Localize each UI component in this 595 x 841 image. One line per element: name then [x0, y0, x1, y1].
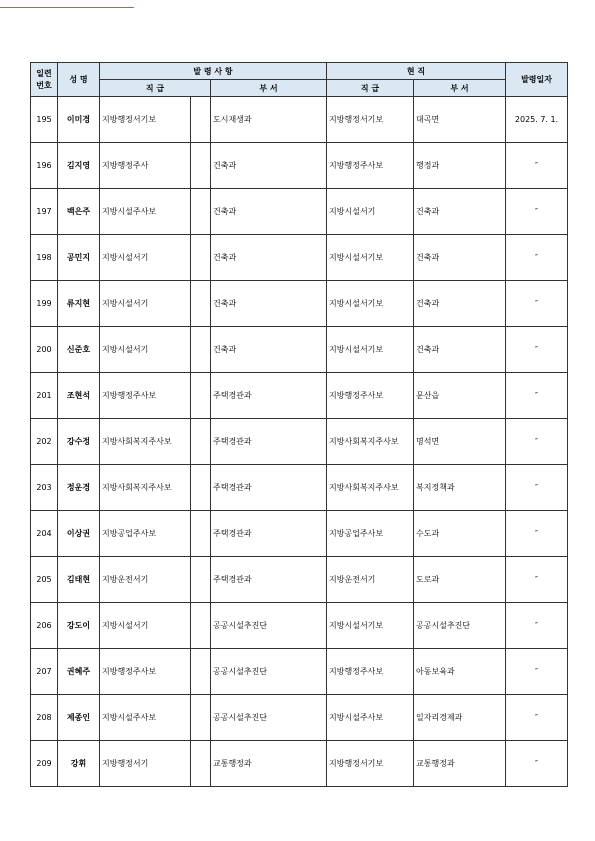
current-dept-cell: 교통행정과: [414, 741, 506, 787]
current-dept-cell: 건축과: [414, 327, 506, 373]
issue-date-cell: ″: [506, 649, 568, 695]
current-rank-cell: 지방행정주사보: [327, 143, 414, 189]
current-dept-cell: 건축과: [414, 281, 506, 327]
current-rank-cell: 지방공업주사보: [327, 511, 414, 557]
issue-dept-cell: 주택경관과: [211, 419, 327, 465]
current-rank-cell: 지방시설서기보: [327, 327, 414, 373]
current-dept-cell: 공공시설추진단: [414, 603, 506, 649]
serial-cell: 201: [31, 373, 58, 419]
table-row: [31, 97, 568, 143]
issue-rank-blank-cell: [191, 97, 211, 143]
name-cell: 조현석: [58, 373, 100, 419]
issue-rank-blank-cell: [191, 281, 211, 327]
issue-date-cell: ″: [506, 695, 568, 741]
serial-cell: 196: [31, 143, 58, 189]
table-row: [31, 511, 568, 557]
current-rank-cell: 지방시설서기: [327, 189, 414, 235]
issue-dept-cell: 공공시설추진단: [211, 649, 327, 695]
current-dept-header: 부 서: [414, 80, 506, 97]
serial-cell: 207: [31, 649, 58, 695]
issue-rank-cell: 지방공업주사보: [100, 511, 191, 557]
issue-rank-blank-cell: [191, 419, 211, 465]
issue-date-cell: ″: [506, 281, 568, 327]
name-cell: 정운경: [58, 465, 100, 511]
personnel-order-table: [30, 62, 568, 787]
table-row: [31, 603, 568, 649]
issue-rank-blank-cell: [191, 189, 211, 235]
current-rank-cell: 지방시설서기보: [327, 235, 414, 281]
current-dept-cell: 도로과: [414, 557, 506, 603]
issue-dept-cell: 공공시설추진단: [211, 603, 327, 649]
issue-rank-cell: 지방행정서기: [100, 741, 191, 787]
issue-date-cell: ″: [506, 603, 568, 649]
table-row: [31, 327, 568, 373]
issue-dept-cell: 교통행정과: [211, 741, 327, 787]
table-row: [31, 281, 568, 327]
issue-date-cell: ″: [506, 419, 568, 465]
name-cell: 김지영: [58, 143, 100, 189]
serial-cell: 199: [31, 281, 58, 327]
issue-dept-cell: 주택경관과: [211, 465, 327, 511]
serial-cell: 209: [31, 741, 58, 787]
current-rank-cell: 지방행정서기보: [327, 97, 414, 143]
name-cell: 강휘: [58, 741, 100, 787]
serial-header-line1: 일련: [36, 68, 52, 78]
table-row: [31, 235, 568, 281]
current-rank-cell: 지방시설서기보: [327, 603, 414, 649]
name-cell: 공민지: [58, 235, 100, 281]
table-row: [31, 143, 568, 189]
issue-rank-cell: 지방행정주사보: [100, 373, 191, 419]
current-dept-cell: 건축과: [414, 235, 506, 281]
serial-cell: 195: [31, 97, 58, 143]
serial-cell: 202: [31, 419, 58, 465]
serial-cell: 203: [31, 465, 58, 511]
name-cell: 이상권: [58, 511, 100, 557]
issue-rank-blank-cell: [191, 143, 211, 189]
issue-date-cell: ″: [506, 557, 568, 603]
issue-rank-cell: 지방시설서기: [100, 281, 191, 327]
current-rank-cell: 지방시설서기보: [327, 281, 414, 327]
table-row: [31, 465, 568, 511]
issue-rank-cell: 지방시설주사보: [100, 695, 191, 741]
issue-rank-blank-cell: [191, 557, 211, 603]
table-row: [31, 373, 568, 419]
table-row: [31, 741, 568, 787]
current-rank-cell: 지방사회복지주사보: [327, 419, 414, 465]
issue-rank-cell: 지방사회복지주사보: [100, 419, 191, 465]
header-rule: [0, 7, 134, 8]
table-row: [31, 419, 568, 465]
issue-rank-cell: 지방시설주사보: [100, 189, 191, 235]
issue-rank-blank-cell: [191, 235, 211, 281]
issue-rank-cell: 지방사회복지주사보: [100, 465, 191, 511]
table-row: [31, 189, 568, 235]
name-cell: 제종인: [58, 695, 100, 741]
name-cell: 이미경: [58, 97, 100, 143]
current-rank-header: 직 급: [327, 80, 414, 97]
issue-dept-header: 부 서: [211, 80, 327, 97]
issue-date-cell: ″: [506, 511, 568, 557]
issue-rank-cell: 지방시설서기: [100, 235, 191, 281]
name-cell: 권혜주: [58, 649, 100, 695]
current-dept-cell: 명석면: [414, 419, 506, 465]
issue-date-cell: ″: [506, 373, 568, 419]
serial-cell: 206: [31, 603, 58, 649]
issue-dept-cell: 주택경관과: [211, 557, 327, 603]
serial-cell: 204: [31, 511, 58, 557]
issue-dept-cell: 건축과: [211, 327, 327, 373]
current-group-header: 현 직: [327, 63, 506, 80]
issue-rank-header: 직 급: [100, 80, 211, 97]
issue-date-cell: ″: [506, 327, 568, 373]
current-rank-cell: 지방사회복지주사보: [327, 465, 414, 511]
name-header: 성 명: [58, 63, 100, 97]
name-cell: 백은주: [58, 189, 100, 235]
issue-date-header: 발령일자: [506, 63, 568, 97]
name-cell: 신준호: [58, 327, 100, 373]
name-cell: 류지현: [58, 281, 100, 327]
issue-rank-blank-cell: [191, 741, 211, 787]
issue-dept-cell: 건축과: [211, 189, 327, 235]
issue-date-cell: ″: [506, 465, 568, 511]
serial-cell: 200: [31, 327, 58, 373]
issue-date-cell: 2025. 7. 1.: [506, 97, 568, 143]
issue-date-cell: ″: [506, 235, 568, 281]
issue-rank-cell: 지방시설서기: [100, 603, 191, 649]
current-dept-cell: 수도과: [414, 511, 506, 557]
issue-rank-blank-cell: [191, 465, 211, 511]
issue-dept-cell: 공공시설추진단: [211, 695, 327, 741]
table-row: [31, 649, 568, 695]
serial-cell: 198: [31, 235, 58, 281]
current-rank-cell: 지방시설주사보: [327, 695, 414, 741]
current-dept-cell: 문산읍: [414, 373, 506, 419]
name-cell: 강도이: [58, 603, 100, 649]
issue-date-cell: ″: [506, 143, 568, 189]
serial-header-line2: 번호: [36, 80, 52, 90]
current-rank-cell: 지방행정서기보: [327, 741, 414, 787]
issue-dept-cell: 주택경관과: [211, 511, 327, 557]
current-rank-cell: 지방운전서기: [327, 557, 414, 603]
current-rank-cell: 지방행정주사보: [327, 373, 414, 419]
issue-rank-blank-cell: [191, 603, 211, 649]
current-dept-cell: 일자리경제과: [414, 695, 506, 741]
issue-dept-cell: 건축과: [211, 281, 327, 327]
name-cell: 강수정: [58, 419, 100, 465]
issue-dept-cell: 건축과: [211, 143, 327, 189]
serial-header: [31, 63, 58, 97]
current-rank-cell: 지방행정주사보: [327, 649, 414, 695]
table-row: [31, 557, 568, 603]
serial-cell: 205: [31, 557, 58, 603]
current-dept-cell: 대곡면: [414, 97, 506, 143]
issue-rank-blank-cell: [191, 511, 211, 557]
issue-rank-blank-cell: [191, 695, 211, 741]
issue-dept-cell: 주택경관과: [211, 373, 327, 419]
table-row: [31, 695, 568, 741]
name-cell: 김태현: [58, 557, 100, 603]
serial-cell: 208: [31, 695, 58, 741]
issue-dept-cell: 건축과: [211, 235, 327, 281]
issue-rank-blank-cell: [191, 649, 211, 695]
issue-group-header: 발 령 사 항: [100, 63, 327, 80]
issue-dept-cell: 도시재생과: [211, 97, 327, 143]
issue-rank-cell: 지방운전서기: [100, 557, 191, 603]
issue-rank-blank-cell: [191, 327, 211, 373]
serial-cell: 197: [31, 189, 58, 235]
issue-rank-cell: 지방행정주사보: [100, 649, 191, 695]
issue-rank-cell: 지방행정주사: [100, 143, 191, 189]
issue-rank-blank-cell: [191, 373, 211, 419]
issue-date-cell: ″: [506, 189, 568, 235]
issue-rank-cell: 지방시설서기: [100, 327, 191, 373]
current-dept-cell: 건축과: [414, 189, 506, 235]
current-dept-cell: 복지정책과: [414, 465, 506, 511]
current-dept-cell: 행정과: [414, 143, 506, 189]
issue-date-cell: ″: [506, 741, 568, 787]
issue-rank-cell: 지방행정서기보: [100, 97, 191, 143]
current-dept-cell: 아동보육과: [414, 649, 506, 695]
